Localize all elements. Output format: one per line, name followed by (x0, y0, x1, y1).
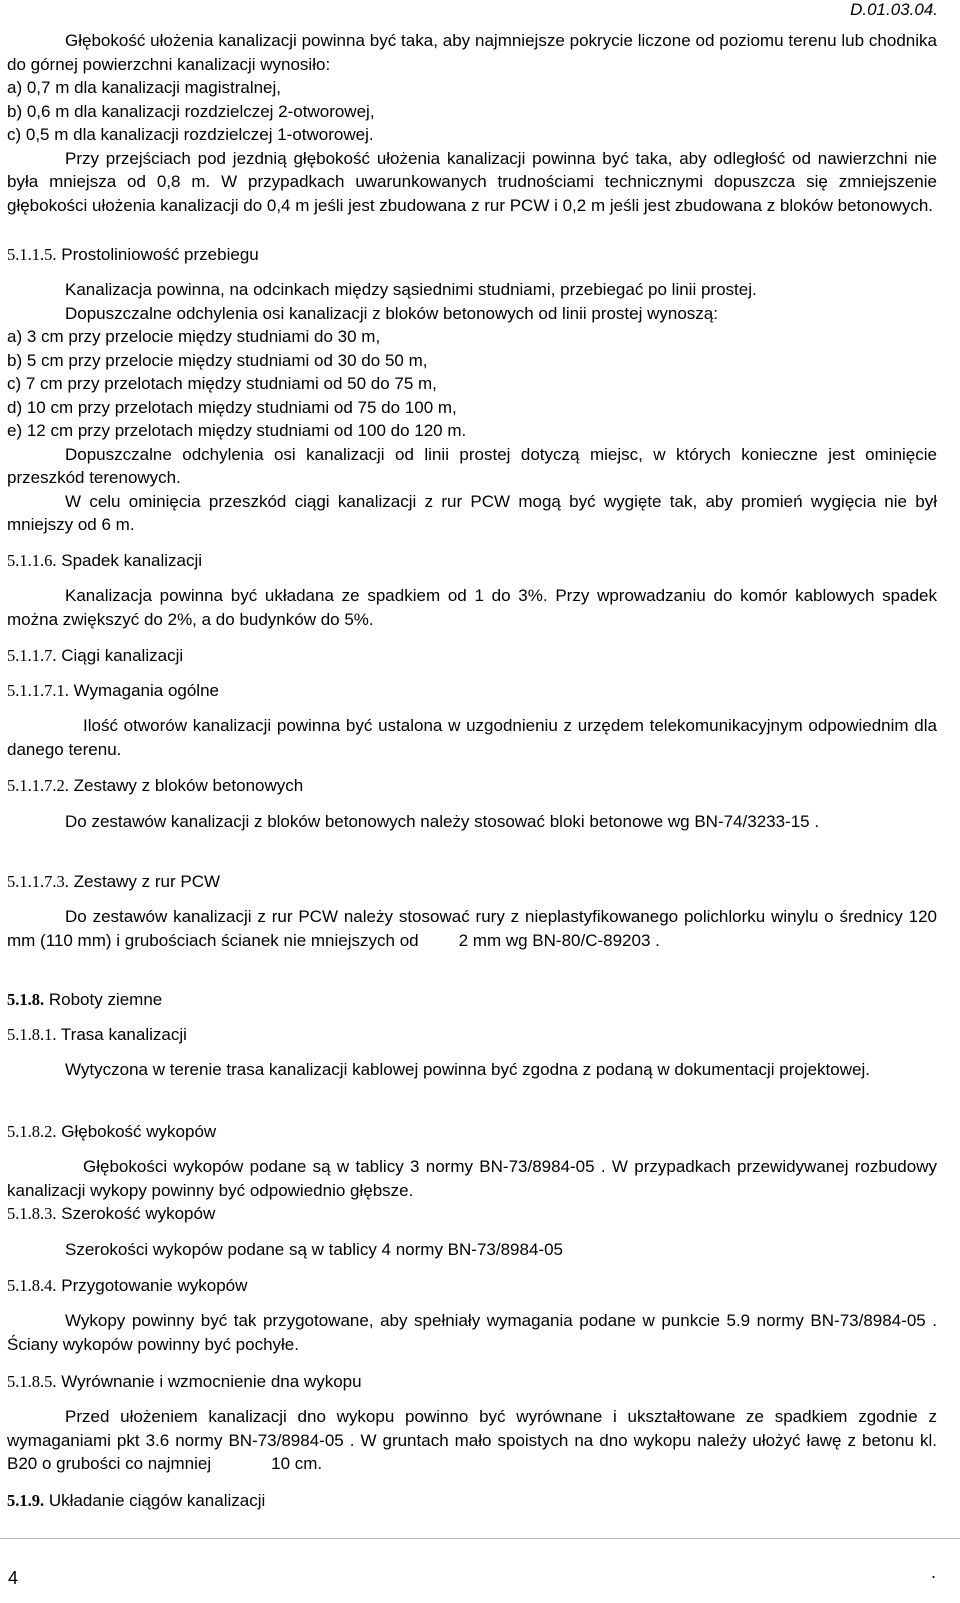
section-title: Układanie ciągów kanalizacji (48, 1491, 266, 1510)
section-heading-5115 (7, 243, 259, 267)
list-item: b) 5 cm przy przelocie między studniami od 30 do 50 m, (7, 350, 428, 370)
paragraph: Głębokości wykopów podane są w tablicy 3 normy BN-73/8984-05 . W przypadkach przewidywanej rozbudowy kanalizacji wykopy powinny być odpowiednio głębsze. (7, 1157, 937, 1200)
section-title: Zestawy z bloków betonowych (73, 776, 304, 795)
paragraph-text: Do zestawów kanalizacji z rur PCW należy stosować rury z nieplastyfikowanego polichlorku winylu o średnicy 120 mm (110 mm) i grubościach ścianek nie mniejszych od (7, 907, 937, 950)
section-heading-5117 (7, 644, 183, 668)
paragraph: Ilość otworów kanalizacji powinna być ustalona w uzgodnieniu z urzędem telekomunikacyjnym odpowiednim dla danego terenu. (7, 716, 937, 759)
section-heading-51173 (7, 870, 220, 894)
section-title: Prostoliniowość przebiegu (61, 245, 259, 264)
paragraph: Dopuszczalne odchylenia osi kanalizacji z bloków betonowych od linii prostej wynoszą: (65, 303, 718, 323)
trench-width-section (7, 1238, 937, 1262)
section-number: 5.1.1.5. (7, 245, 57, 264)
depth-section (7, 29, 937, 217)
section-title: Przygotowanie wykopów (61, 1276, 248, 1295)
crossing-paragraph: Przy przejściach pod jezdnią głębokość ułożenia kanalizacji powinna być taka, aby odległość od nawierzchni nie była mniejsza od 0,8 m. W przypadkach uwarunkowanych trudnościami technicznymi dopuszcza się zmniejszenie głębokości ułożenia kanalizacji do 0,4 m jeśli jest zbudowana z rur PCW i 0,2 m jeśli jest zbudowana z bloków betonowych. (7, 148, 937, 215)
footer-divider (0, 1538, 960, 1539)
trench-preparation-section (7, 1309, 937, 1356)
section-number: 5.1.8.1. (7, 1025, 57, 1044)
slope-section (7, 584, 937, 631)
section-number: 5.1.9. (7, 1491, 45, 1510)
list-item: c) 7 cm przy przelotach między studniami od 50 do 75 m, (7, 374, 437, 393)
section-heading-5182 (7, 1120, 216, 1144)
list-item: c) 0,5 m dla kanalizacji rozdzielczej 1-otworowej. (7, 125, 374, 144)
section-number: 5.1.1.7.1. (7, 681, 69, 700)
paragraph (7, 905, 937, 952)
document-code: D.01.03.04. (850, 0, 938, 19)
list-item: a) 0,7 m dla kanalizacji magistralnej, (7, 78, 282, 97)
trench-bottom-section (7, 1405, 937, 1476)
section-heading-5183 (7, 1202, 215, 1226)
section-heading-51172 (7, 774, 303, 798)
list-item: d) 10 cm przy przelotach między studniami od 75 do 100 m, (7, 397, 457, 417)
paragraph: Wytyczona w terenie trasa kanalizacji kablowej powinna być zgodna z podaną w dokumentacji projektowej. (65, 1060, 870, 1079)
section-heading-5185 (7, 1370, 362, 1394)
paragraph: Kanalizacja powinna, na odcinkach między sąsiednimi studniami, przebiegać po linii prostej. (65, 280, 757, 299)
section-number: 5.1.1.7. (7, 646, 57, 665)
section-heading-519 (7, 1489, 265, 1513)
list-item: e) 12 cm przy przelotach między studniami od 100 do 120 m. (7, 421, 467, 440)
route-section (7, 1058, 937, 1082)
list-item: b) 0,6 m dla kanalizacji rozdzielczej 2-otworowej, (7, 101, 375, 121)
section-title: Głębokość wykopów (61, 1122, 217, 1141)
section-title: Zestawy z rur PCW (73, 872, 221, 891)
paragraph-text: 10 cm. (271, 1454, 323, 1473)
section-heading-5116 (7, 549, 202, 573)
paragraph-text: 2 mm wg BN-80/C-89203 . (458, 930, 660, 950)
paragraph-text: Przed ułożeniem kanalizacji dno wykopu powinno być wyrównane i ukształtowane ze spadkiem zgodnie z wymaganiami pkt 3.6 normy BN-73/8984-05 . W gruntach mało spoistych na dno wykopu należy ułożyć ławę z betonu kl. B20 o grubości co najmniej (7, 1407, 937, 1473)
section-number: 5.1.8.5. (7, 1372, 57, 1391)
section-title: Ciągi kanalizacji (61, 646, 184, 665)
straightness-section (7, 278, 937, 537)
paragraph: Wykopy powinny być tak przygotowane, aby spełniały wymagania podane w punkcie 5.9 normy BN-73/8984-05 . Ściany wykopów powinny być pochyłe. (7, 1311, 937, 1354)
paragraph: Kanalizacja powinna być układana ze spadkiem od 1 do 3%. Przy wprowadzaniu do komór kablowych spadek można zwiększyć do 2%, a do budynków do 5%. (7, 586, 937, 629)
list-item: a) 3 cm przy przelocie między studniami do 30 m, (7, 327, 381, 346)
section-title: Roboty ziemne (48, 990, 163, 1009)
paragraph: Dopuszczalne odchylenia osi kanalizacji od linii prostej dotyczą miejsc, w których konieczne jest ominięcie przeszkód terenowych. (7, 444, 937, 487)
page-number: 4 (8, 1568, 19, 1588)
section-number: 5.1.1.7.3. (7, 872, 69, 891)
paragraph (7, 1405, 937, 1476)
section-number: 5.1.1.7.2. (7, 776, 69, 795)
depth-paragraph: Głębokość ułożenia kanalizacji powinna być taka, aby najmniejsze pokrycie liczone od poziomu terenu lub chodnika do górnej powierzchni kanalizacji wynosiło: (7, 31, 937, 74)
section-title: Szerokość wykopów (61, 1204, 216, 1223)
footer-mark: . (930, 1562, 936, 1582)
paragraph: W celu ominięcia przeszkód ciągi kanalizacji z rur PCW mogą być wygięte tak, aby promień wygięcia nie był mniejszy od 6 m. (7, 491, 937, 534)
paragraph: Szerokości wykopów podane są w tablicy 4 normy BN-73/8984-05 (65, 1240, 563, 1259)
section-title: Trasa kanalizacji (60, 1025, 187, 1044)
section-heading-5184 (7, 1274, 247, 1298)
trench-depth-section (7, 1155, 937, 1202)
section-number: 5.1.1.6. (7, 551, 57, 570)
general-requirements-section (7, 714, 937, 761)
section-title: Wyrównanie i wzmocnienie dna wykopu (61, 1372, 362, 1391)
section-heading-5181 (7, 1023, 187, 1047)
section-title: Wymagania ogólne (73, 681, 219, 700)
section-heading-51171 (7, 679, 219, 703)
section-number: 5.1.8. (7, 990, 45, 1009)
paragraph: Do zestawów kanalizacji z bloków betonowych należy stosować bloki betonowe wg BN-74/3233-15 . (65, 812, 820, 831)
section-title: Spadek kanalizacji (61, 551, 203, 570)
pvc-pipes-section (7, 905, 937, 952)
section-number: 5.1.8.2. (7, 1122, 57, 1141)
concrete-blocks-section (7, 810, 937, 834)
section-heading-518 (7, 988, 162, 1012)
section-number: 5.1.8.4. (7, 1276, 57, 1295)
section-number: 5.1.8.3. (7, 1204, 57, 1223)
